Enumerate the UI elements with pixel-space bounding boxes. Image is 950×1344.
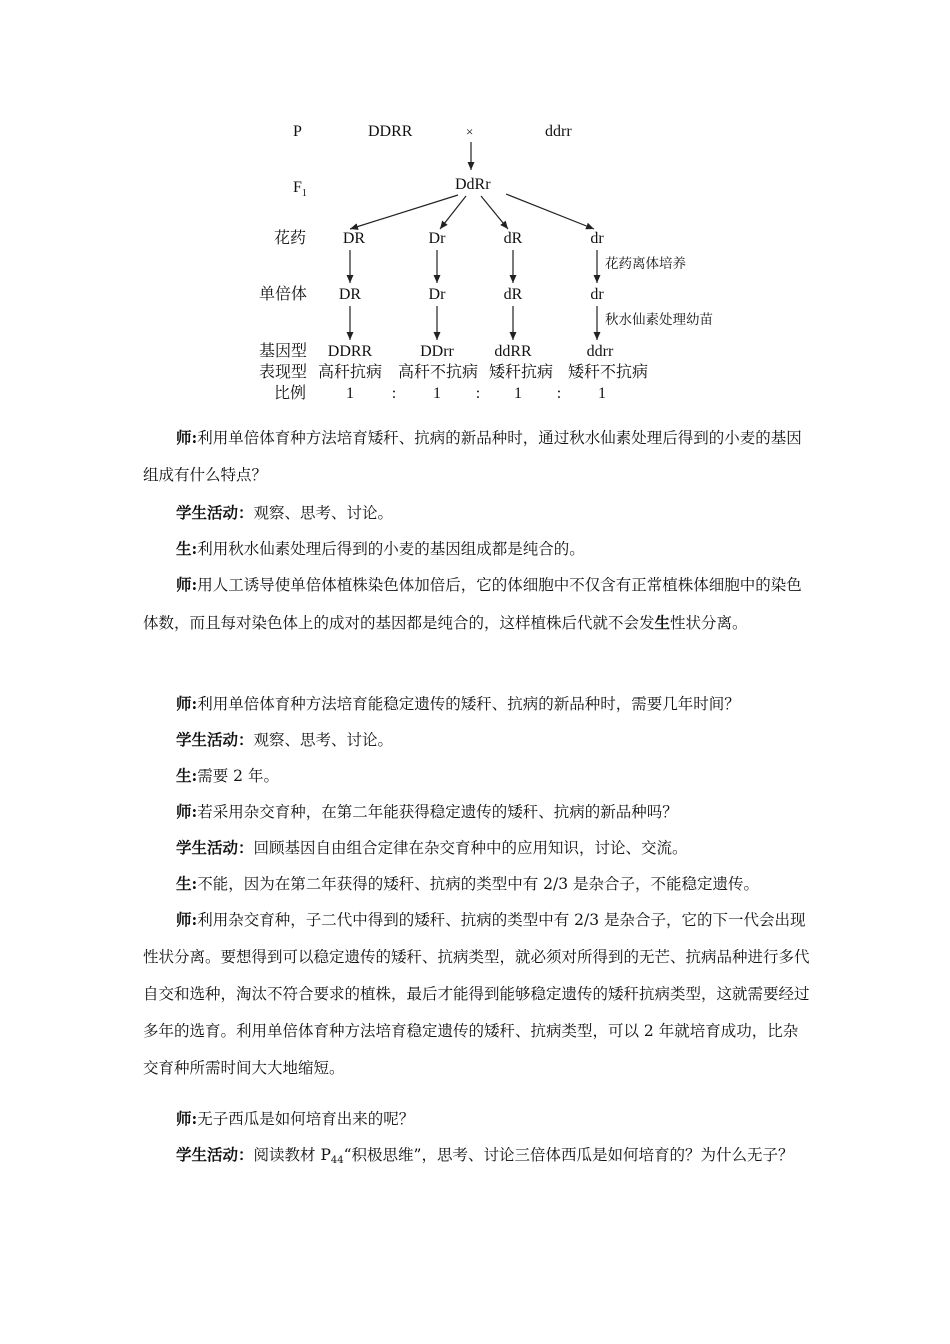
speaker-label: 师 (176, 575, 192, 594)
result-phenotype: 矮秆抗病 (488, 362, 554, 381)
row-label-haploid: 单倍体 (259, 284, 308, 303)
speaker-label: 生 (176, 539, 192, 558)
ratio-value: 1 (514, 385, 522, 402)
speaker-label: 学生活动 (176, 838, 239, 857)
p-parent-2: ddrr (545, 123, 572, 140)
branch-arrow-dr4 (506, 194, 594, 229)
speaker-label: 生 (176, 766, 192, 785)
result-genotype: DDRR (327, 343, 373, 360)
speaker-label: 师 (176, 910, 192, 929)
haploid-genotype: DR (338, 286, 362, 303)
dialogue-paragraph (143, 865, 811, 903)
haploid-genotype: Dr (428, 286, 446, 303)
speaker-separator: : (191, 428, 198, 447)
result-genotype: ddRR (494, 343, 532, 360)
cross-symbol: × (466, 124, 474, 139)
dialogue-paragraph (143, 419, 811, 494)
paragraph-text: 性状分离。 (670, 614, 748, 632)
dialogue-paragraph (143, 793, 811, 831)
row-label-pollen: 花药 (274, 228, 307, 247)
paragraph-text: 无子西瓜是如何培育出来的呢？ (197, 1110, 415, 1128)
highlighted-character: 生 (654, 613, 671, 632)
speaker-label: 师 (176, 1109, 192, 1128)
speaker-separator: ： (238, 730, 254, 749)
row-label-phenotype: 表现型 (259, 362, 308, 381)
speaker-separator: : (191, 802, 198, 821)
speaker-label: 师 (176, 802, 192, 821)
pollen-genotype: dR (503, 230, 523, 247)
result-phenotype: 矮秆不抗病 (567, 362, 649, 381)
dialogue-paragraph (143, 530, 811, 568)
paragraph-text: 用人工诱导使单倍体植株染色体加倍后，它的体细胞中不仅含有正常植株体细胞中的染色体数，而且每对染色体上的成对的基因都是纯合的，这样植株后代就不会发 (143, 576, 802, 632)
speaker-label: 生 (176, 874, 192, 893)
ratio-value: 1 (598, 385, 606, 402)
ratio-value: 1 (346, 385, 354, 402)
haploid-genotype: dr (590, 286, 604, 303)
speaker-separator: : (191, 910, 198, 929)
paragraph-text: 利用杂交育种，子二代中得到的矮秆、抗病的类型中有 2/3 是杂合子，它的下一代会出现性状分离。要想得到可以稳定遗传的矮秆、抗病类型，就必须对所得到的无芒、抗病品种进行多代自交和选种，淘汰不符合要求的植株，最后才能得到能够稳定遗传的矮秆抗病类型，这就需要经过多年的选育。利用单倍体育种方法培育稳定遗传的矮秆、抗病类型，可以 2 年就培育成功，比杂交育种所需时间大大地缩短。 (143, 911, 810, 1077)
p-parent-1: DDRR (368, 123, 413, 140)
speaker-separator: : (191, 575, 198, 594)
process-label-anther-culture: 花药离体培养 (605, 256, 686, 272)
subscript-page-number: 44 (330, 1155, 344, 1166)
speaker-label: 学生活动 (176, 503, 239, 522)
pollen-genotype: Dr (428, 230, 446, 247)
speaker-separator: : (191, 766, 198, 785)
branch-arrow-dr1 (350, 195, 458, 229)
paragraph-text: 观察、思考、讨论。 (253, 504, 394, 522)
ratio-value: 1 (433, 385, 441, 402)
f1-label: $F_1$ (293, 179, 307, 199)
p-label: P (293, 123, 302, 140)
speaker-label: 师 (176, 428, 192, 447)
paragraph-text: 不能，因为在第二年获得的矮秆、抗病的类型中有 2/3 是杂合子，不能稳定遗传。 (197, 875, 760, 893)
row-label-genotype: 基因型 (259, 341, 308, 360)
speaker-label: 师 (176, 694, 192, 713)
ratio-separator: : (391, 385, 397, 402)
speaker-separator: : (191, 694, 198, 713)
paragraph-text: “积极思维”，思考、讨论三倍体西瓜是如何培育的？为什么无子？ (343, 1146, 794, 1164)
paragraph-text: 利用单倍体育种方法培育矮秆、抗病的新品种时，通过秋水仙素处理后得到的小麦的基因组成有什么特点？ (143, 429, 802, 484)
paragraph-text: 观察、思考、讨论。 (253, 731, 394, 749)
dialogue-paragraph (143, 829, 811, 867)
paragraph-text: 回顾基因自由组合定律在杂交育种中的应用知识，讨论、交流。 (253, 839, 688, 857)
ratio-separator: : (556, 385, 562, 402)
result-genotype: ddrr (586, 343, 614, 360)
row-label-ratio: 比例 (274, 383, 307, 402)
haploid-breeding-diagram (0, 0, 950, 420)
speaker-label: 学生活动 (176, 1145, 239, 1164)
speaker-separator: : (191, 874, 198, 893)
result-phenotype: 高秆不抗病 (397, 362, 479, 381)
paragraph-text: 阅读教材 P (253, 1146, 331, 1164)
process-label-colchicine: 秋水仙素处理幼苗 (605, 312, 713, 328)
dialogue-paragraph (143, 1136, 811, 1176)
result-phenotype: 高秆抗病 (317, 362, 383, 381)
speaker-separator: : (191, 1109, 198, 1128)
result-genotype: DDrr (420, 343, 454, 360)
paragraph-text: 利用单倍体育种方法培育能稳定遗传的矮秆、抗病的新品种时，需要几年时间？ (197, 695, 740, 713)
branch-arrow-dr3 (481, 196, 508, 229)
speaker-label: 学生活动 (176, 730, 239, 749)
paragraph-text: 若采用杂交育种，在第二年能获得稳定遗传的矮秆、抗病的新品种吗？ (197, 803, 678, 821)
dialogue-paragraph (143, 721, 811, 759)
pollen-genotype: DR (342, 230, 366, 247)
speaker-separator: ： (238, 838, 254, 857)
dialogue-paragraph (143, 685, 811, 723)
paragraph-text: 利用秋水仙素处理后得到的小麦的基因组成都是纯合的。 (197, 540, 585, 558)
dialogue-paragraph (143, 494, 811, 532)
dialogue-paragraph (143, 1100, 811, 1138)
dialogue-paragraph (143, 757, 811, 795)
pollen-genotype: dr (590, 230, 604, 247)
f1-genotype: DdRr (455, 176, 491, 193)
dialogue-paragraph (143, 566, 811, 642)
speaker-separator: ： (238, 503, 254, 522)
branch-arrow-dr2 (440, 196, 466, 229)
paragraph-text: 需要 2 年。 (197, 767, 279, 785)
speaker-separator: ： (238, 1145, 254, 1164)
haploid-genotype: dR (503, 286, 523, 303)
dialogue-paragraph (143, 901, 811, 1087)
ratio-separator: : (475, 385, 481, 402)
speaker-separator: : (191, 539, 198, 558)
